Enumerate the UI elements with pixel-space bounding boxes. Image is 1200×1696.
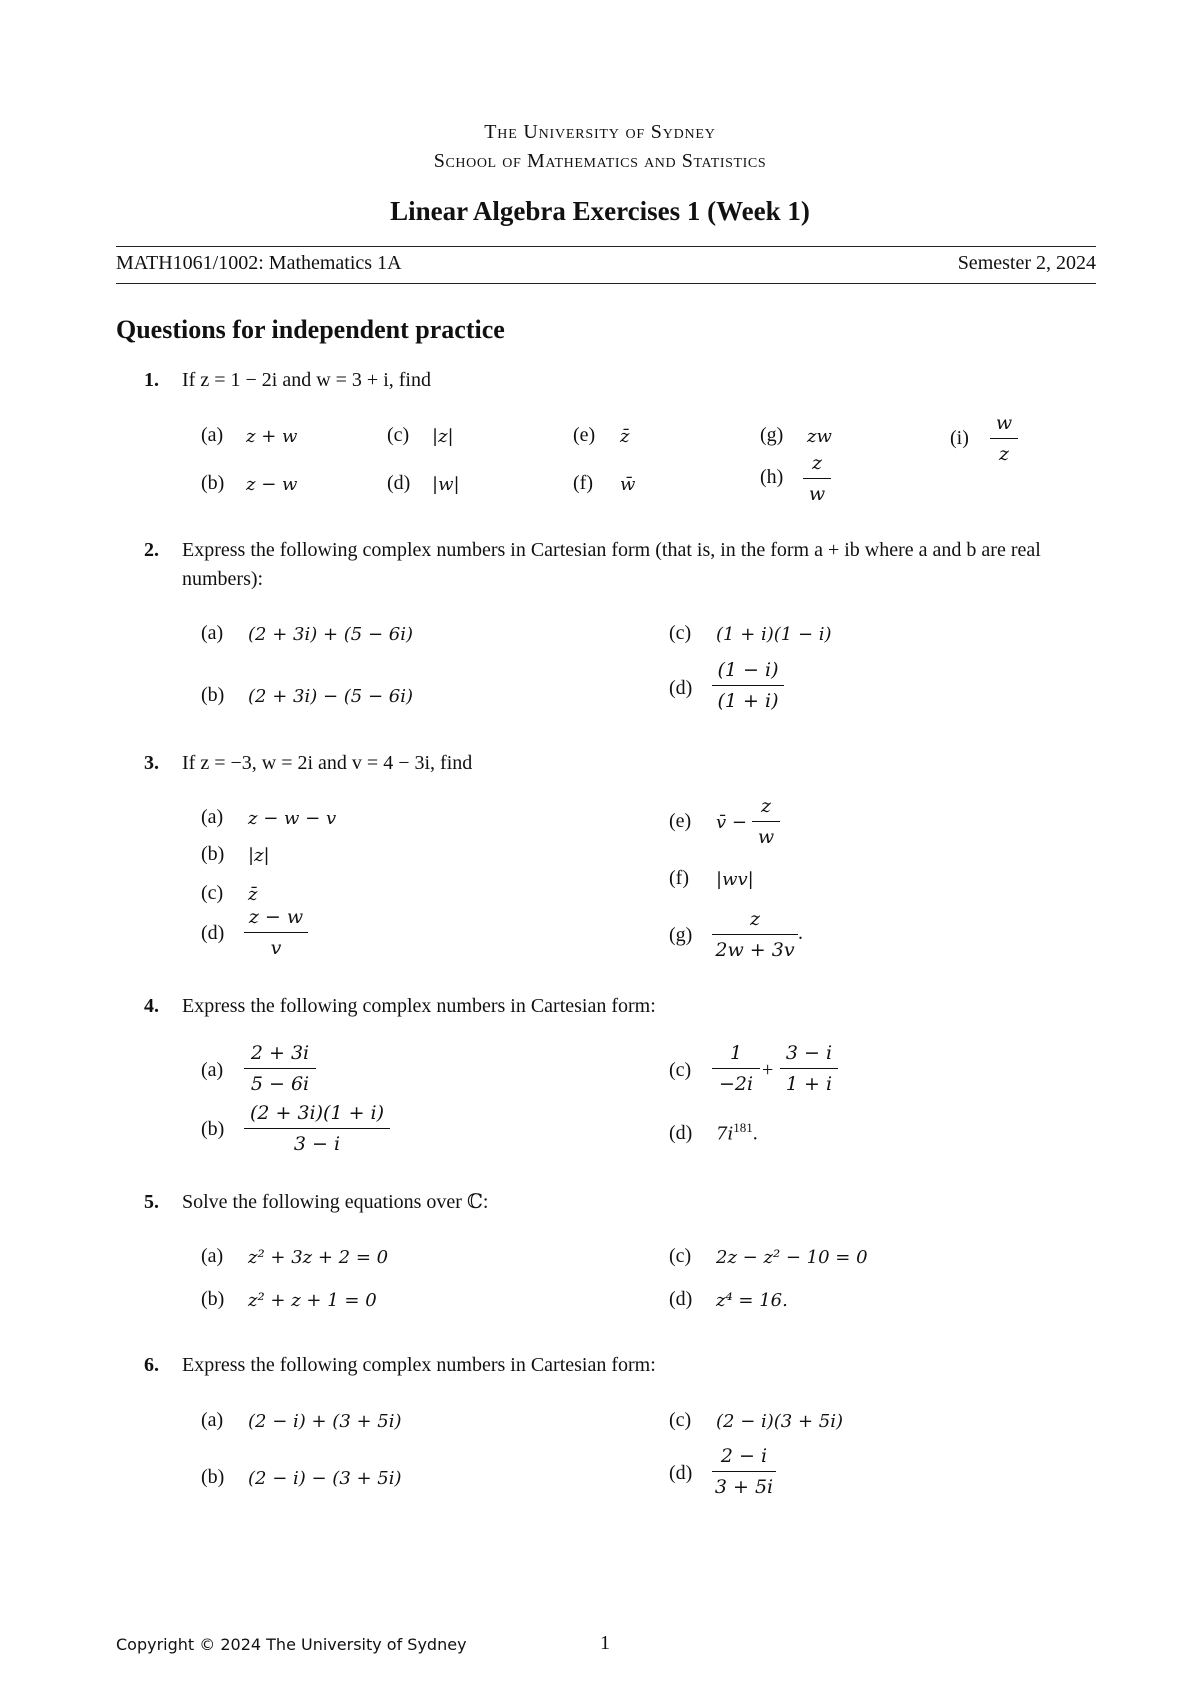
part-label: (d)	[669, 1462, 693, 1484]
fraction: $\frac{1}{-2i}$	[712, 1040, 760, 1097]
part-label: (b)	[201, 1288, 225, 1310]
part-expression: (2 + 3i) − (5 − 6i)	[248, 686, 413, 707]
part-expression: z² + z + 1 = 0	[248, 1290, 377, 1311]
question-number: 3.	[144, 752, 159, 774]
part-expression: v̄ −	[716, 812, 747, 833]
part-expression: |z|	[248, 845, 270, 866]
part-label: (c)	[387, 424, 410, 446]
question-number: 2.	[144, 539, 159, 561]
section-title: Questions for independent practice	[116, 315, 505, 344]
university-name: The University of Sydney	[484, 121, 716, 143]
part-label: (g)	[669, 924, 693, 946]
semester-label: Semester 2, 2024	[957, 252, 1096, 274]
part-expression: z̄	[620, 426, 630, 447]
part-label: (a)	[201, 806, 224, 828]
part-expression: (2 − i) + (3 + 5i)	[248, 1411, 402, 1432]
part-label: (i)	[950, 427, 969, 449]
part-label: (b)	[201, 1118, 225, 1140]
fraction: $\frac{z}{w}$	[752, 793, 780, 850]
part-expression: z̄	[248, 884, 258, 905]
question-number: 4.	[144, 995, 159, 1017]
part-expression: |w|	[432, 474, 460, 495]
part-expression: z⁴ = 16.	[716, 1290, 788, 1311]
fraction: $\frac{(1 - i)}{(1 + i)}$	[712, 657, 784, 714]
part-expression: zw	[807, 426, 832, 447]
part-label: (a)	[201, 622, 224, 644]
part-expression: z − w − v	[248, 808, 337, 829]
part-label: (c)	[201, 882, 224, 904]
question-text: If z = −3, w = 2i and v = 4 − 3i, find	[182, 752, 473, 774]
part-label: (a)	[201, 1059, 224, 1081]
part-expression: 2z − z² − 10 = 0	[716, 1247, 868, 1268]
part-expression: (2 − i)(3 + 5i)	[716, 1411, 844, 1432]
fraction: $\frac{z}{w}$	[803, 450, 831, 507]
part-label: (d)	[669, 1122, 693, 1144]
school-name: School of Mathematics and Statistics	[433, 150, 767, 172]
fraction: $\frac{2 + 3i}{5 - 6i}$	[244, 1040, 316, 1097]
part-expression: $7i^{181}$.	[716, 1120, 758, 1145]
page-number: 1	[600, 1632, 610, 1654]
part-label: (h)	[760, 466, 784, 488]
part-label: (f)	[669, 867, 689, 889]
part-label: (b)	[201, 472, 225, 494]
question-number: 1.	[144, 369, 159, 391]
question-text: Solve the following equations over ℂ:	[182, 1191, 489, 1213]
part-label: (d)	[387, 472, 411, 494]
plus-operator: +	[762, 1059, 774, 1081]
header-rule-bottom	[116, 283, 1096, 284]
part-label: (a)	[201, 424, 224, 446]
part-label: (b)	[201, 1466, 225, 1488]
header-rule-top	[116, 246, 1096, 247]
document-title: Linear Algebra Exercises 1 (Week 1)	[390, 196, 810, 226]
fraction: $\frac{(2 + 3i)(1 + i)}{3 - i}$	[244, 1100, 390, 1157]
part-label: (a)	[201, 1245, 224, 1267]
question-number: 6.	[144, 1354, 159, 1376]
part-label: (e)	[573, 424, 596, 446]
part-label: (d)	[669, 1288, 693, 1310]
part-expression: z + w	[246, 426, 298, 447]
part-label: (g)	[760, 424, 784, 446]
part-expression: |z|	[432, 426, 454, 447]
part-label: (b)	[201, 843, 225, 865]
question-text: Express the following complex numbers in Cartesian form (that is, in the form a + ib where a and b are real numbers):	[182, 539, 1041, 590]
part-label: (c)	[669, 622, 692, 644]
part-label: (a)	[201, 1409, 224, 1431]
part-label: (d)	[201, 922, 225, 944]
part-expression: |wv|	[716, 869, 754, 890]
part-label: (f)	[573, 472, 593, 494]
part-expression: z − w	[246, 474, 298, 495]
question-number: 5.	[144, 1191, 159, 1213]
part-label: (c)	[669, 1245, 692, 1267]
part-label: (e)	[669, 810, 692, 832]
copyright-notice: Copyright © 2024 The University of Sydney	[116, 1635, 467, 1654]
trailing-period: .	[798, 922, 803, 944]
part-label: (b)	[201, 684, 225, 706]
fraction: $\frac{z}{2w + 3v}$	[712, 906, 798, 963]
fraction: $\frac{2 - i}{3 + 5i}$	[712, 1443, 776, 1500]
part-expression: z² + 3z + 2 = 0	[248, 1247, 389, 1268]
fraction: $\frac{3 - i}{1 + i}$	[780, 1040, 838, 1097]
part-expression: (2 − i) − (3 + 5i)	[248, 1468, 402, 1489]
part-label: (c)	[669, 1409, 692, 1431]
part-label: (c)	[669, 1059, 692, 1081]
part-expression: (1 + i)(1 − i)	[716, 624, 832, 645]
part-expression: w̄	[620, 474, 636, 495]
part-label: (d)	[669, 677, 693, 699]
fraction: $\frac{z - w}{v}$	[244, 904, 308, 961]
question-text: Express the following complex numbers in Cartesian form:	[182, 1354, 656, 1376]
part-expression: (2 + 3i) + (5 − 6i)	[248, 624, 413, 645]
question-text: Express the following complex numbers in Cartesian form:	[182, 995, 656, 1017]
course-code: MATH1061/1002: Mathematics 1A	[116, 252, 402, 274]
fraction: $\frac{w}{z}$	[990, 410, 1018, 467]
question-text: If z = 1 − 2i and w = 3 + i, find	[182, 369, 431, 391]
